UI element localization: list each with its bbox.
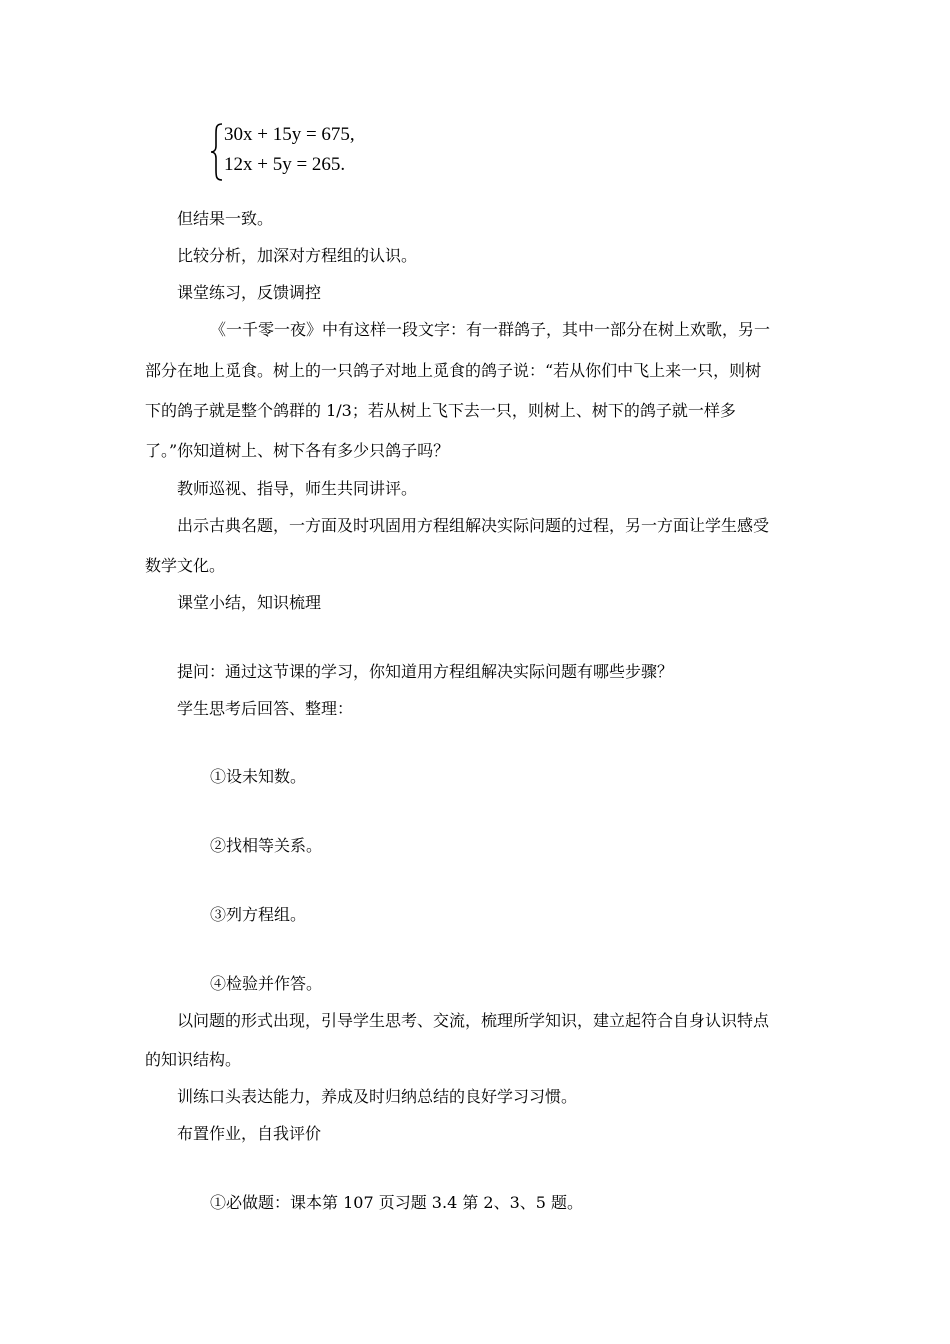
paragraph-classic-problem-line-1: 出示古典名题，一方面及时巩固用方程组解决实际问题的过程，另一方面让学生感受 [177,516,770,535]
step-4: ④检验并作答。 [210,974,323,993]
paragraph-question: 提问：通过这节课的学习，你知道用方程组解决实际问题有哪些步骤？ [177,662,674,681]
paragraph-teacher-guidance: 教师巡视、指导，师生共同讲评。 [177,479,418,498]
paragraph-knowledge-structure-line-1: 以问题的形式出现，引导学生思考、交流，梳理所学知识，建立起符合自身认识特点 [177,1011,770,1030]
step-3: ③列方程组。 [210,905,307,924]
problem-text-line-3: 下的鸽子就是整个鸽群的 1/3；若从树上飞下去一只，则树上、树下的鸽子就一样多 [145,401,736,420]
paragraph-compare-analysis: 比较分析，加深对方程组的认识。 [177,246,418,265]
heading-homework: 布置作业，自我评价 [177,1124,322,1143]
paragraph-oral-training: 训练口头表达能力，养成及时归纳总结的良好学习习惯。 [177,1087,578,1106]
paragraph-knowledge-structure-line-2: 的知识结构。 [145,1050,242,1069]
problem-text-line-2: 部分在地上觅食。树上的一只鸽子对地上觅食的鸽子说：“若从你们中飞上来一只，则树 [145,361,762,380]
heading-classroom-summary: 课堂小结，知识梳理 [177,593,322,612]
brace-symbol [210,122,224,182]
equation-line-2: 12x + 5y = 265. [224,154,346,175]
equation-line-1: 30x + 15y = 675, [224,124,355,145]
equation-system [210,122,370,182]
paragraph-student-answer: 学生思考后回答、整理： [177,699,354,718]
heading-classroom-practice: 课堂练习，反馈调控 [177,283,322,302]
homework-item-1: ①必做题：课本第 107 页习题 3.4 第 2、3、5 题。 [210,1193,584,1212]
problem-text-line-1: 《一千零一夜》中有这样一段文字：有一群鸽子，其中一部分在树上欢歌，另一 [210,320,771,339]
paragraph-result-consistent: 但结果一致。 [177,209,274,228]
problem-text-line-4: 了。”你知道树上、树下各有多少只鸽子吗？ [145,441,450,460]
step-2: ②找相等关系。 [210,836,323,855]
step-1: ①设未知数。 [210,767,307,786]
paragraph-classic-problem-line-2: 数学文化。 [145,556,226,575]
